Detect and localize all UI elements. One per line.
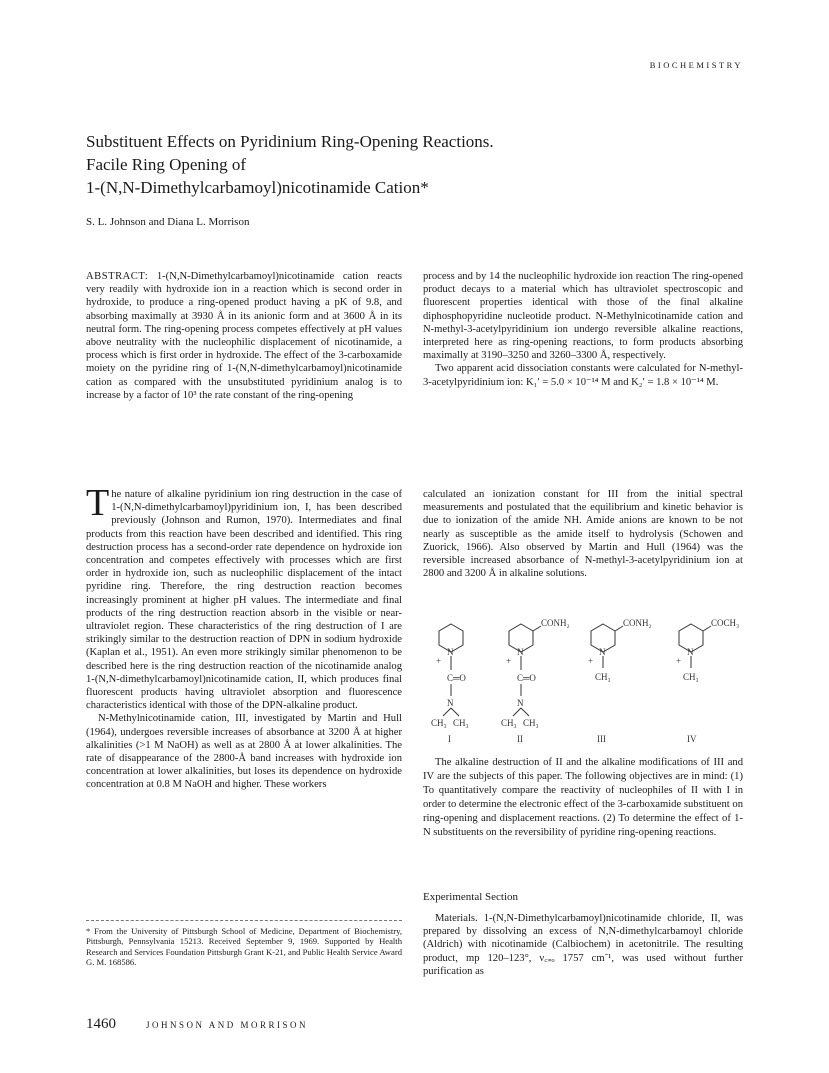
paragraph-objectives: The alkaline destruction of II and the alkaline modifications of III and IV are the subjects of this paper. The following objectives are in mind: (1) To quantitatively compare the reactivity of nucleophiles of II with I in order to determine the electronic effect of the 3-carboxamide substituent on ring-opening and displacement reactions. (2) To determine the effect of 1-N substituents on the reversibility of pyridine ring-opening reactions. (423, 757, 743, 838)
amide-n-I: N (447, 698, 454, 708)
footnote: * From the University of Pittsburgh School of Medicine, Department of Biochemistry, Pittsburgh, Pennsylvania 15213. Received September 9, 1969. Supported by Health Research and Services Foundation Pittsburgh Grant K-21, and Public Health Service Award G. M. 168586. (86, 926, 402, 968)
conh2-III: CONH₂ (623, 618, 652, 628)
body-right-column-objectives (423, 756, 743, 840)
n-atom-I: N (447, 647, 454, 657)
n-atom-II: N (517, 647, 524, 657)
charge-IV: + (676, 656, 682, 666)
methyl-II-b: CH₃ (523, 718, 539, 728)
carbonyl-II: C═O (517, 673, 536, 683)
n-atom-III: N (599, 647, 606, 657)
abstract-left-column (86, 270, 402, 402)
label-IV: IV (687, 734, 697, 744)
paragraph-ionization: calculated an ionization constant for III from the initial spectral measurements and postulated that the equilibrium and kinetic behavior is due to ionization of the amide NH. Amide anions are known to be not nearly as susceptible as the amide itself to hydrolysis (Schowen and Zuorick, 1966). Also observed by Martin and Hull (1964) was the reversible increased absorbance of N-methyl-3-acetylpyridinium ion at 2800 and 3200 Å in alkaline solutions. (423, 489, 743, 580)
chemical-structures-figure (423, 612, 743, 747)
methyl-I-a: CH₃ (431, 718, 447, 728)
abstract-constants: Two apparent acid dissociation constants were calculated for N-methyl-3-acetylpyridinium ion: K₁′ = 5.0 × 10⁻¹⁴ M and K₂′ = 1.8 × 10⁻¹⁴ M. (423, 363, 743, 388)
label-I: I (448, 734, 451, 744)
charge-I: + (436, 656, 442, 666)
charge-II: + (506, 656, 512, 666)
charge-III: + (588, 656, 594, 666)
coch3-IV: COCH₃ (711, 618, 740, 628)
body-left-column (86, 482, 402, 792)
paragraph-materials: Materials. 1-(N,N-Dimethylcarbamoyl)nicotinamide chloride, II, was prepared by dissolving an excess of N,N-dimethylcarbamoyl chloride (Aldrich) with nicotinamide (Calbiochem) in acetonitrile. The resulting product, mp 120–123°, ν꜀₌ₒ 1757 cm⁻¹, was used without further purification as (423, 913, 743, 977)
body-right-column-materials (423, 912, 743, 978)
paper-title (86, 130, 686, 199)
title-line-2: Facile Ring Opening of (86, 155, 247, 174)
abstract-right-column (423, 270, 743, 389)
running-footer-authors: JOHNSON AND MORRISON (146, 1020, 309, 1030)
methyl-III: CH₃ (595, 672, 611, 682)
amide-n-II: N (517, 698, 524, 708)
n-atom-IV: N (687, 647, 694, 657)
author-list: S. L. Johnson and Diana L. Morrison (86, 216, 250, 228)
body-right-column-top (423, 488, 743, 580)
conh2-II: CONH₂ (541, 618, 570, 628)
abstract-text-right: process and by 14 the nucleophilic hydroxide ion reaction The ring-opened product decays to a material which has ultraviolet spectroscopic and fluorescent properties identical with those of the final alkaline diphosphopyridine nucleotide product. N-Methylnicotinamide cation and N-methyl-3-acetylpyridinium ion undergo reversible alkaline reactions, interpreted here as ring-opening reactions, to form products absorbing maximally at 3190–3250 and 3260–3300 Å, respectively. (423, 271, 743, 362)
carbonyl-I: C═O (447, 673, 466, 683)
footnote-divider (86, 920, 402, 921)
title-line-1: Substituent Effects on Pyridinium Ring-Opening Reactions. (86, 132, 494, 151)
intro-paragraph: he nature of alkaline pyridinium ion ring destruction in the case of 1-(N,N-dimethylcarbamoyl)pyridinium ion, I, has been described previously (Johnson and Rumon, 1970). Intermediates and final products from this reaction have been described and identified. This ring destruction process has a second-order rate dependence on hydroxide ion concentration and competes effectively with processes which are first order in hydroxide ion, such as nucleophilic displacement of the intact pyridine ring. Therefore, the ring destruction reaction becomes increasingly prominent at higher pH values. The intermediate and final products of the ring destruction reaction absorb in the visible or near-ultraviolet region. These characteristics of the ring destruction of I are strikingly similar to the destruction reaction of DPN in sodium hydroxide (Kaplan et al., 1951). An even more strikingly similar phenomenon to be described here is the ring destruction reaction of the nicotinamide analog 1-(N,N-dimethylcarbamoyl)nicotinamide cation, II, which produces final fluorescent products having ultraviolet absorption and fluorescence characteristics identical with those of the DPN-alkaline product. (86, 489, 402, 712)
methyl-IV: CH₃ (683, 672, 699, 682)
abstract-label: ABSTRACT: (86, 271, 149, 282)
structures-svg (423, 612, 743, 747)
methyl-II-a: CH₃ (501, 718, 517, 728)
drop-cap: T (86, 482, 110, 524)
page-number: 1460 (86, 1016, 116, 1032)
label-II: II (517, 734, 523, 744)
section-heading-experimental: Experimental Section (423, 891, 518, 903)
label-III: III (597, 734, 606, 744)
title-line-3: 1-(N,N-Dimethylcarbamoyl)nicotinamide Cation* (86, 178, 429, 197)
abstract-text-left: 1-(N,N-Dimethylcarbamoyl)nicotinamide cation reacts very readily with hydroxide ion in a reaction which is second order in hydroxide, to produce a ring-opened product having a pK of 9.8, and absorbing maximally at 3930 Å in its anionic form and at 3600 Å in its neutral form. The ring-opening process competes effectively at pH values above neutrality with the nucleophilic displacement of nicotinamide, a process which is first order in hydroxide. The effect of the 3-carboxamide moiety on the pyridine ring of 1-(N,N-dimethylcarbamoyl)nicotinamide cation as compared with the unsubstituted pyridinium analog is to increase by a factor of 10³ the rate constant of the ring-opening (86, 271, 402, 401)
paragraph-methylnicotinamide: N-Methylnicotinamide cation, III, investigated by Martin and Hull (1964), undergoes reversible increases of absorbance at 3200 Å at higher alkalinities (>1 M NaOH) as well as at 2800 Å at lower alkalinities. The rate of disappearance of the 2800-Å band increases with hydroxide ion concentration at lower alkalinities, but loses its dependence on hydroxide concentration at 0.8 M NaOH and higher. These workers (86, 713, 402, 791)
journal-name: BIOCHEMISTRY (649, 60, 743, 70)
methyl-I-b: CH₃ (453, 718, 469, 728)
